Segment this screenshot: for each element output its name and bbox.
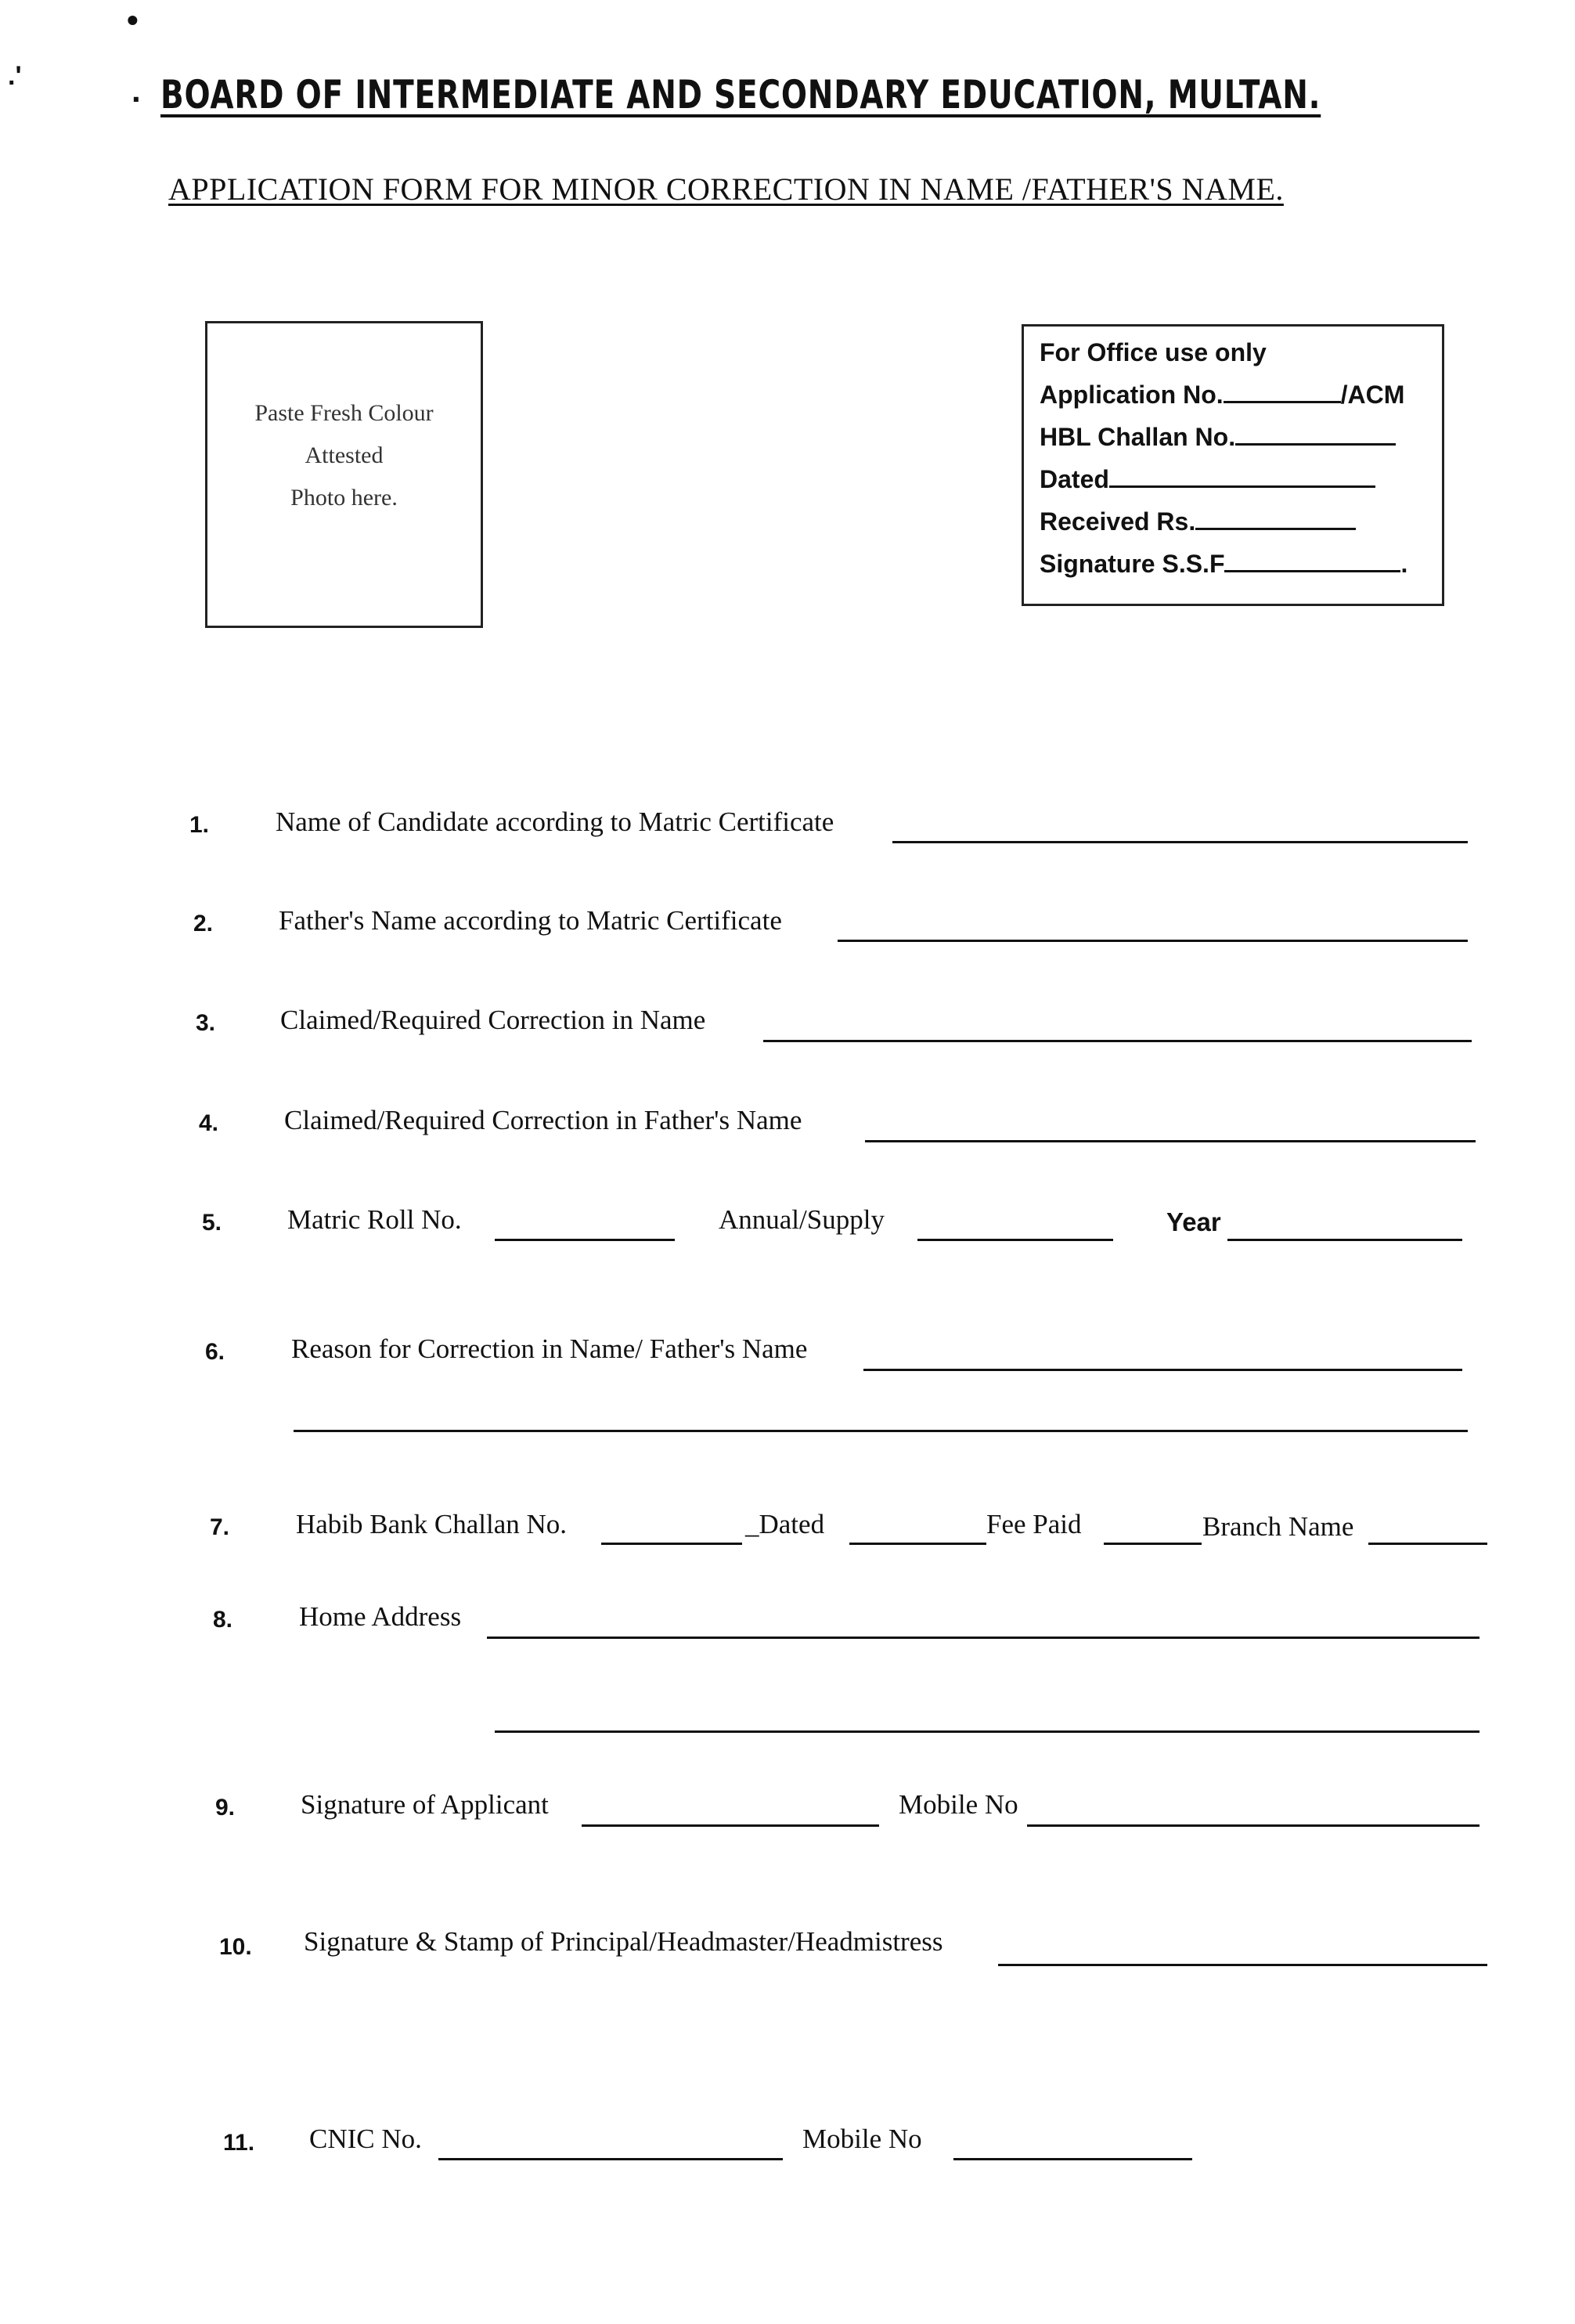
name-correction-label: Claimed/Required Correction in Name bbox=[280, 1005, 706, 1035]
principal-signature-field[interactable] bbox=[998, 1964, 1487, 1966]
office-signature: Signature S.S.F . bbox=[1040, 543, 1442, 585]
father-name-label: Father's Name according to Matric Certificate bbox=[279, 905, 782, 936]
annual-supply-label: Annual/Supply bbox=[719, 1204, 885, 1235]
item-number: 9. bbox=[215, 1795, 236, 1821]
year-label: Year bbox=[1166, 1207, 1221, 1236]
hbl-challan-field[interactable] bbox=[1235, 417, 1396, 446]
candidate-name-field[interactable] bbox=[892, 841, 1468, 843]
title-bullet: . bbox=[132, 72, 141, 109]
applicant-signature-field[interactable] bbox=[582, 1824, 879, 1827]
item-number: 10. bbox=[219, 1934, 252, 1960]
father-name-correction-field[interactable] bbox=[865, 1140, 1476, 1142]
challan-no-field[interactable] bbox=[601, 1543, 742, 1545]
year-field[interactable] bbox=[1227, 1239, 1462, 1241]
stray-mark: .' bbox=[8, 61, 22, 91]
received-field[interactable] bbox=[1195, 501, 1356, 530]
branch-name-label: Branch Name bbox=[1202, 1511, 1354, 1542]
home-address-field[interactable] bbox=[487, 1637, 1479, 1639]
home-address-field-line2[interactable] bbox=[495, 1730, 1479, 1733]
reason-label: Reason for Correction in Name/ Father's Name bbox=[291, 1333, 808, 1364]
matric-roll-label: Matric Roll No. bbox=[287, 1204, 462, 1235]
item-number: 7. bbox=[210, 1514, 230, 1540]
office-dated bbox=[1040, 458, 1442, 500]
fee-paid-label: Fee Paid bbox=[986, 1509, 1082, 1539]
application-no-suffix: /ACM bbox=[1340, 381, 1405, 409]
photo-instruction-line1: Paste Fresh Colour bbox=[254, 400, 434, 426]
stray-mark: • bbox=[127, 2, 139, 38]
office-received bbox=[1040, 500, 1442, 543]
home-address-label: Home Address bbox=[299, 1601, 462, 1632]
cnic-label: CNIC No. bbox=[309, 2124, 422, 2154]
annual-supply-field[interactable] bbox=[917, 1239, 1113, 1241]
matric-roll-field[interactable] bbox=[495, 1239, 675, 1241]
hbl-challan-label: HBL Challan No. bbox=[1040, 423, 1236, 451]
father-name-field[interactable] bbox=[838, 940, 1468, 942]
cnic-mobile-label: Mobile No bbox=[802, 2124, 922, 2154]
item-number: 3. bbox=[196, 1010, 216, 1036]
ssf-signature-label: Signature S.S.F bbox=[1040, 550, 1225, 578]
photo-instruction-line3: Photo here. bbox=[290, 485, 398, 511]
item-number: 5. bbox=[202, 1210, 222, 1236]
item-number: 8. bbox=[213, 1607, 233, 1633]
photo-instruction-line2: Attested bbox=[305, 442, 384, 468]
applicant-mobile-field[interactable] bbox=[1027, 1824, 1479, 1827]
received-label: Received Rs. bbox=[1040, 507, 1196, 536]
office-hbl-challan bbox=[1040, 416, 1442, 458]
item-number: 6. bbox=[205, 1339, 225, 1365]
applicant-signature-label: Signature of Applicant bbox=[301, 1789, 549, 1820]
reason-field[interactable] bbox=[863, 1369, 1462, 1371]
office-dated-field[interactable] bbox=[1109, 459, 1375, 488]
challan-dated-field[interactable] bbox=[849, 1543, 986, 1545]
challan-dated-label: _Dated bbox=[745, 1509, 825, 1539]
principal-signature-label: Signature & Stamp of Principal/Headmaster/Headmistress bbox=[304, 1926, 943, 1957]
item-number: 11. bbox=[223, 2130, 255, 2156]
candidate-name-label: Name of Candidate according to Matric Certificate bbox=[276, 807, 834, 837]
reason-field-line2[interactable] bbox=[294, 1430, 1468, 1432]
item-number: 4. bbox=[199, 1110, 219, 1136]
form-subtitle: APPLICATION FORM FOR MINOR CORRECTION IN NAME /FATHER'S NAME. bbox=[168, 171, 1284, 207]
fee-paid-field[interactable] bbox=[1104, 1543, 1202, 1545]
office-dated-label: Dated bbox=[1040, 465, 1109, 493]
application-no-label: Application No. bbox=[1040, 381, 1224, 409]
office-heading: For Office use only bbox=[1040, 338, 1267, 366]
ssf-signature-field[interactable] bbox=[1224, 543, 1400, 572]
applicant-mobile-label: Mobile No bbox=[899, 1789, 1018, 1820]
office-use-box bbox=[1022, 324, 1444, 606]
branch-name-field[interactable] bbox=[1368, 1543, 1487, 1545]
cnic-field[interactable] bbox=[438, 2158, 783, 2160]
name-correction-field[interactable] bbox=[763, 1040, 1472, 1042]
father-name-correction-label: Claimed/Required Correction in Father's Name bbox=[284, 1105, 802, 1135]
item-number: 1. bbox=[189, 812, 210, 838]
application-no-field[interactable] bbox=[1224, 374, 1341, 403]
photo-box bbox=[205, 321, 483, 628]
cnic-mobile-field[interactable] bbox=[953, 2158, 1192, 2160]
board-title: BOARD OF INTERMEDIATE AND SECONDARY EDUCATION, MULTAN. bbox=[160, 72, 1321, 117]
item-number: 2. bbox=[193, 911, 214, 936]
challan-no-label: Habib Bank Challan No. bbox=[296, 1509, 568, 1539]
office-application-no bbox=[1040, 374, 1442, 416]
